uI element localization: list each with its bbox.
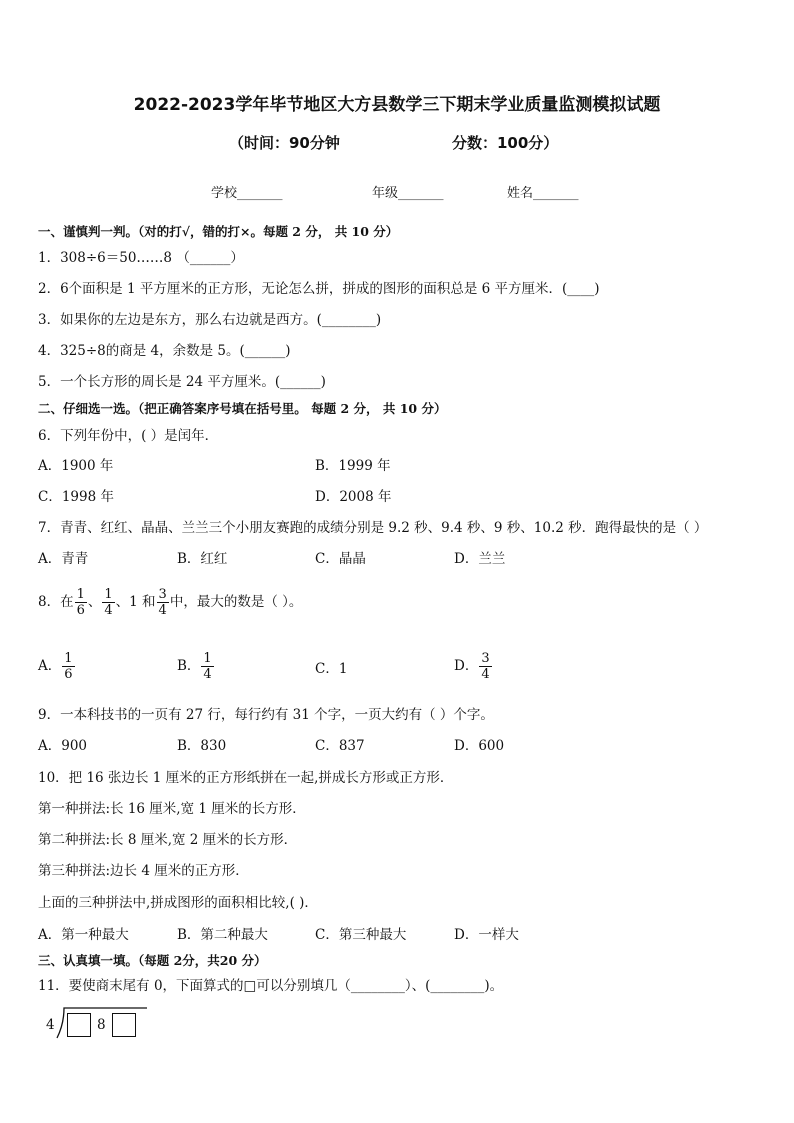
question-9-option-a: A．900 (38, 738, 88, 754)
question-6-option-a: A．1900 年 (38, 458, 114, 474)
question-4: 4．325÷8的商是 4，余数是 5。(______) (38, 343, 291, 359)
question-8-option-d: D． $\frac{3}{4}$ (454, 651, 490, 682)
question-8-option-b: B． $\frac{1}{4}$ (177, 651, 212, 682)
question-1: 1．308÷6＝50……8 （______） (38, 250, 244, 266)
exam-time: （时间：90分钟 (229, 134, 340, 152)
grade-field: 年级_______ (372, 186, 444, 201)
name-field: 姓名_______ (507, 186, 579, 201)
question-10-option-a: A．第一种最大 (38, 927, 129, 943)
section-3-heading: 三、认真填一填。（每题 2分，共20 分） (38, 953, 267, 968)
question-8-option-c: C．1 (315, 661, 348, 677)
question-5: 5．一个长方形的周长是 24 平方厘米。(______) (38, 374, 326, 390)
question-7-option-a: A．青青 (38, 551, 89, 567)
blank-box-2[interactable] (112, 1013, 136, 1037)
question-7-option-c: C．晶晶 (315, 551, 366, 567)
section-2-heading: 二、仔细选一选。（把正确答案序号填在括号里。 每题 2 分， 共 10 分） (38, 401, 447, 416)
question-3: 3．如果你的左边是东方，那么右边就是西方。(________) (38, 312, 382, 328)
question-10-line-4: 上面的三种拼法中,拼成图形的面积相比较,( )． (38, 895, 318, 911)
question-7-option-d: D．兰兰 (454, 551, 506, 567)
question-9: 9．一本科技书的一页有 27 行，每行约有 31 个字，一页大约有（ ）个字。 (38, 707, 494, 723)
question-10-line-3: 第三种拼法:边长 4 厘米的正方形． (38, 863, 249, 879)
question-6-option-c: C．1998 年 (38, 489, 114, 505)
question-11: 11．要使商末尾有 0，下面算式的□可以分别填几（________）、(________)。 (38, 978, 504, 994)
exam-score: 分数：100分） (452, 134, 559, 152)
divisor: 4 (46, 1017, 55, 1033)
question-10-line-1: 第一种拼法:长 16 厘米,宽 1 厘米的长方形． (38, 801, 306, 817)
fraction-three-quarters: $\frac{3}{4}$ (158, 587, 167, 618)
question-8: 8．在 $\frac{1}{6}$ 、 $\frac{1}{4}$ 、1 和 $\frac{3}{4}$ 中，最大的数是（ ）。 (38, 587, 303, 618)
question-6-option-d: D．2008 年 (315, 489, 392, 505)
question-8-option-a: A． $\frac{1}{6}$ (38, 651, 73, 682)
question-7: 7．青青、红红、晶晶、兰兰三个小朋友赛跑的成绩分别是 9.2 秒、9.4 秒、9 秒、10.2 秒．跑得最快的是（ ） (38, 520, 708, 536)
question-9-option-b: B．830 (177, 738, 227, 754)
page-title: 2022-2023学年毕节地区大方县数学三下期末学业质量监测模拟试题 (133, 95, 661, 115)
question-7-option-b: B．红红 (177, 551, 228, 567)
section-1-heading: 一、谨慎判一判。（对的打√，错的打×。每题 2 分， 共 10 分） (38, 224, 399, 239)
question-10-option-c: C．第三种最大 (315, 927, 407, 943)
question-10-option-b: B．第二种最大 (177, 927, 268, 943)
question-10-line-2: 第二种拼法:长 8 厘米,宽 2 厘米的长方形． (38, 832, 298, 848)
question-6: 6．下列年份中，( ）是闰年． (38, 428, 219, 444)
fraction-one-sixth: $\frac{1}{6}$ (76, 587, 85, 618)
fraction-one-quarter: $\frac{1}{4}$ (104, 587, 113, 618)
question-6-option-b: B．1999 年 (315, 458, 391, 474)
blank-box-1[interactable] (67, 1013, 91, 1037)
question-2: 2．6个面积是 1 平方厘米的正方形，无论怎么拼，拼成的图形的面积总是 6 平方厘米．(____) (38, 281, 600, 297)
dividend-digit: 8 (97, 1017, 106, 1033)
question-10-option-d: D．一样大 (454, 927, 519, 943)
school-field: 学校_______ (211, 186, 283, 201)
question-10: 10．把 16 张边长 1 厘米的正方形纸拼在一起,拼成长方形或正方形． (38, 770, 454, 786)
question-8-prefix: 8．在 (38, 594, 74, 610)
question-9-option-c: C．837 (315, 738, 365, 754)
question-9-option-d: D．600 (454, 738, 505, 754)
